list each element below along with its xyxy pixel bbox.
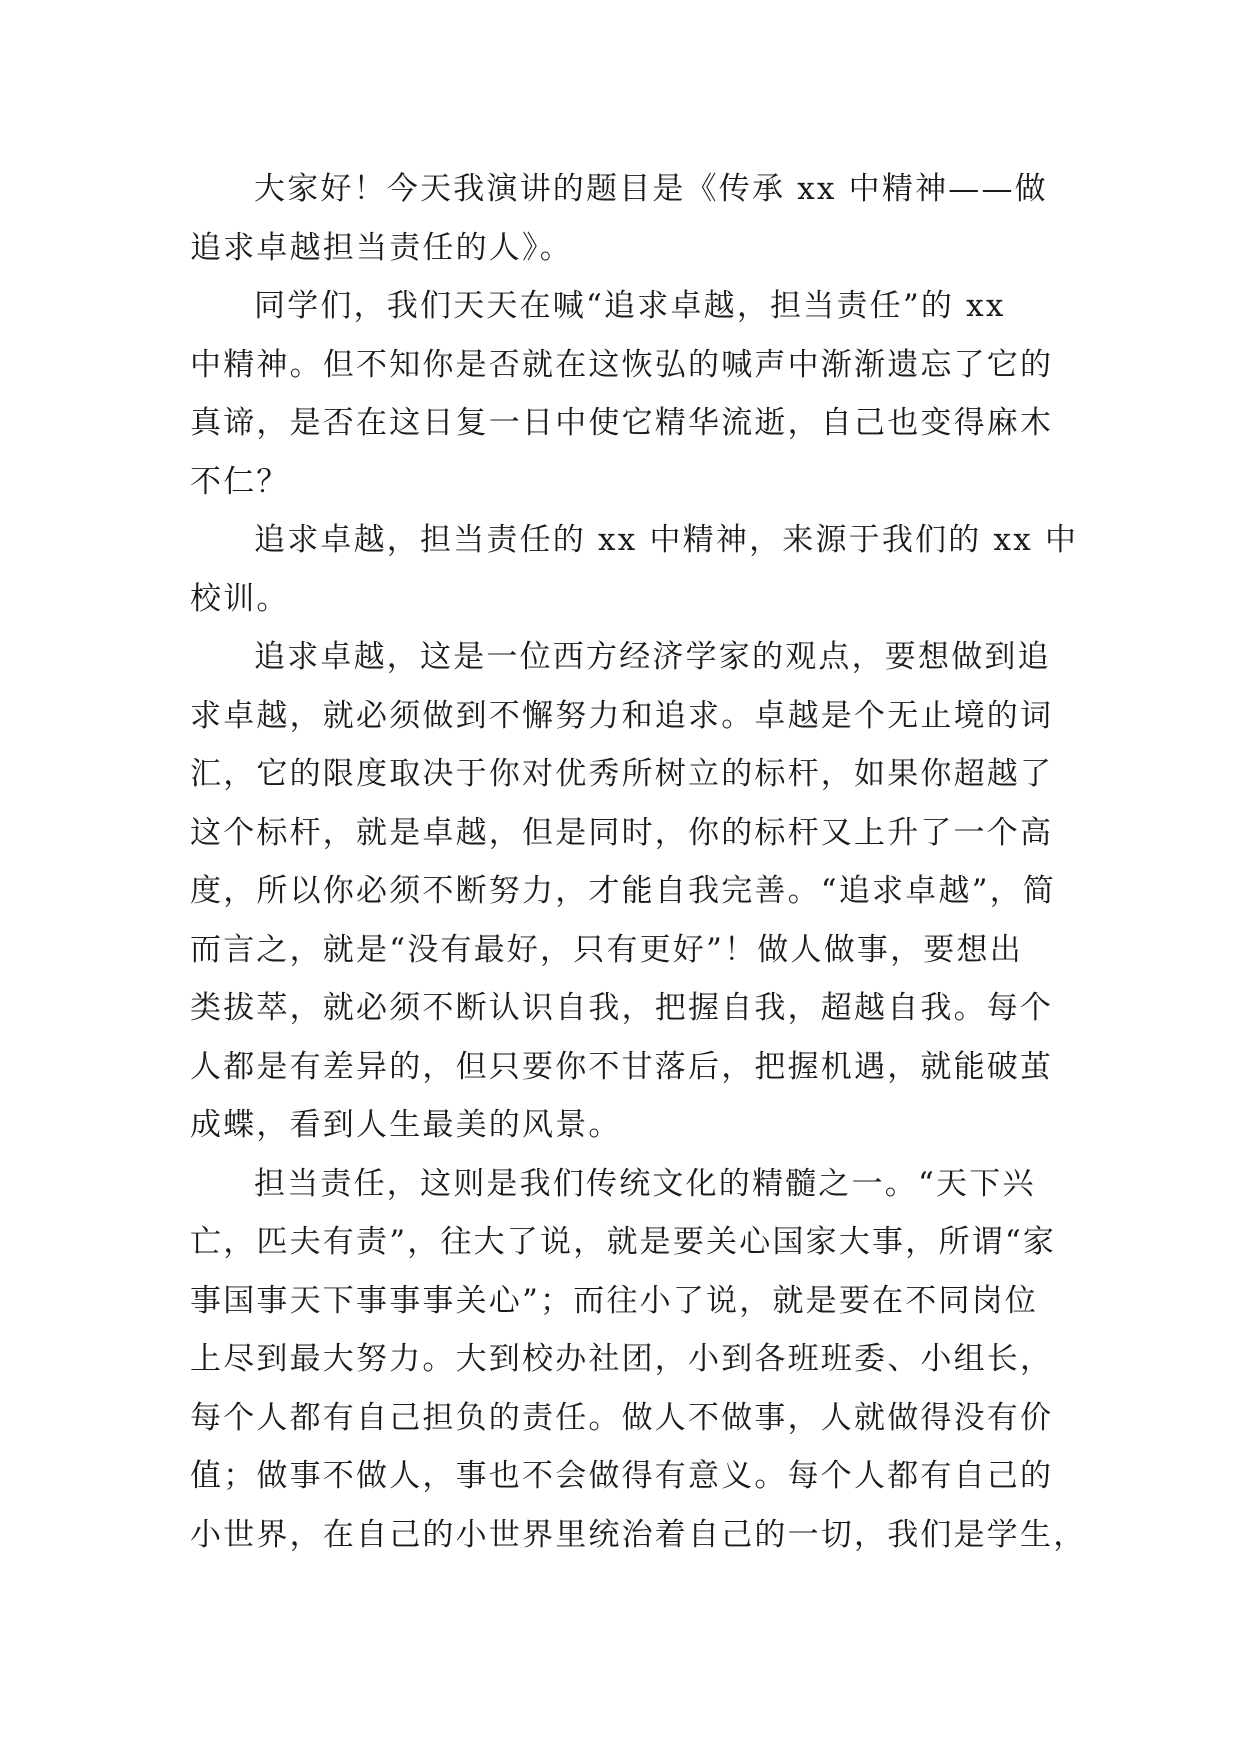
text-line: 真谛，是否在这日复一日中使它精华流逝，自己也变得麻木 [190, 405, 1054, 441]
text-line: 担当责任，这则是我们传统文化的精髓之一。“天下兴 [254, 1165, 1036, 1202]
text-line: 值；做事不做人，事也不会做得有意义。每个人都有自己的 [190, 1458, 1054, 1494]
text-line: 成蝶，看到人生最美的风景。 [190, 1107, 622, 1143]
text-line: 度，所以你必须不断努力，才能自我完善。“追求卓越”，简 [190, 873, 1057, 909]
text-line: 上尽到最大努力。大到校办社团，小到各班班委、小组长， [190, 1341, 1054, 1377]
text-line: 亡，匹夫有责”，往大了说，就是要关心国家大事，所谓“家 [190, 1224, 1057, 1260]
text-line: 追求卓越，担当责任的 xx 中精神，来源于我们的 xx 中 [254, 522, 1079, 558]
text-line: 大家好！今天我演讲的题目是《传承 xx 中精神——做 [254, 171, 1048, 207]
text-line: 追求卓越担当责任的人》。 [190, 229, 573, 266]
text-line: 校训。 [190, 580, 290, 617]
text-line: 不仁？ [190, 463, 290, 500]
text-line: 而言之，就是“没有最好，只有更好”！做人做事，要想出 [190, 931, 1023, 968]
text-line: 每个人都有自己担负的责任。做人不做事，人就做得没有价 [190, 1399, 1054, 1436]
text-line: 求卓越，就必须做到不懈努力和追求。卓越是个无止境的词 [190, 697, 1054, 734]
document-body [190, 160, 1087, 1564]
text-line: 类拔萃，就必须不断认识自我，把握自我，超越自我。每个 [190, 990, 1054, 1026]
text-line: 这个标杆，就是卓越，但是同时，你的标杆又上升了一个高 [190, 814, 1054, 851]
text-line: 事国事天下事事事关心”；而往小了说，就是要在不同岗位 [190, 1282, 1039, 1319]
text-line: 人都是有差异的，但只要你不甘落后，把握机遇，就能破茧 [190, 1048, 1054, 1085]
text-line: 同学们，我们天天在喊“追求卓越，担当责任”的 xx [254, 288, 1006, 324]
text-line: 追求卓越，这是一位西方经济学家的观点，要想做到追 [254, 639, 1051, 675]
text-line: 中精神。但不知你是否就在这恢弘的喊声中渐渐遗忘了它的 [190, 346, 1054, 383]
text-line: 小世界，在自己的小世界里统治着自己的一切，我们是学生， [190, 1516, 1087, 1553]
text-line: 汇，它的限度取决于你对优秀所树立的标杆，如果你超越了 [190, 756, 1054, 792]
